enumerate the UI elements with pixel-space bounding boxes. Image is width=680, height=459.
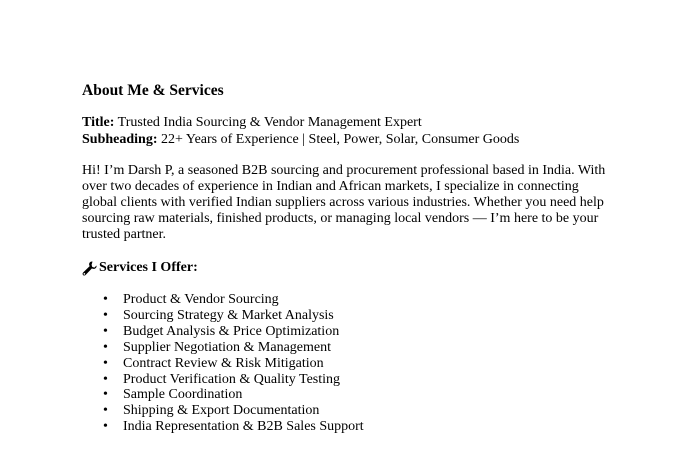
intro-line: over two decades of experience in Indian and African markets, I specialize in connecting (82, 179, 579, 195)
services-heading (82, 260, 198, 276)
title-line (82, 115, 519, 132)
bullet-icon: • (103, 419, 108, 435)
list-item (82, 419, 364, 435)
bullet-icon: • (103, 387, 108, 403)
list-item (82, 403, 364, 419)
bullet-icon: • (103, 355, 108, 371)
title-value: Trusted India Sourcing & Vendor Management Expert (117, 115, 422, 130)
service-label: Budget Analysis & Price Optimization (123, 323, 340, 339)
wrench-icon (82, 261, 97, 276)
bullet-icon: • (103, 339, 108, 355)
services-heading-label: Services I Offer: (99, 260, 198, 275)
title-label: Title: (82, 115, 115, 130)
subheading-line (82, 132, 519, 149)
list-item (82, 356, 364, 372)
service-label: Sample Coordination (123, 387, 243, 403)
intro-line: sourcing raw materials, finished products, or managing local vendors — I’m here to be your (82, 211, 599, 227)
service-label: Product & Vendor Sourcing (123, 292, 279, 307)
subheading-value: 22+ Years of Experience | Steel, Power, Solar, Consumer Goods (160, 131, 520, 147)
intro-line: global clients with verified Indian suppliers across various industries. Whether you need help (82, 195, 604, 211)
list-item (82, 308, 364, 324)
bullet-icon: • (103, 323, 108, 339)
service-label: Contract Review & Risk Mitigation (123, 355, 324, 371)
list-item (82, 324, 364, 340)
subheading-label: Subheading: (82, 131, 158, 147)
list-item (82, 340, 364, 356)
bullet-icon: • (103, 307, 108, 323)
bullet-icon: • (103, 371, 108, 387)
list-item (82, 372, 364, 388)
intro-line: trusted partner. (82, 227, 166, 243)
intro-line: Hi! I’m Darsh P, a seasoned B2B sourcing and procurement professional based in India. With (82, 163, 606, 178)
bullet-icon: • (103, 292, 108, 307)
service-label: Sourcing Strategy & Market Analysis (123, 307, 334, 323)
service-label: Supplier Negotiation & Management (123, 339, 332, 355)
services-list (82, 292, 364, 435)
intro-paragraph (82, 163, 612, 243)
bullet-icon: • (103, 403, 108, 419)
service-label: India Representation & B2B Sales Support (123, 419, 364, 435)
service-label: Shipping & Export Documentation (123, 403, 320, 419)
list-item (82, 387, 364, 403)
meta-block (82, 115, 519, 148)
service-label: Product Verification & Quality Testing (123, 371, 341, 387)
list-item (82, 292, 364, 308)
page-heading: About Me & Services (82, 82, 224, 99)
